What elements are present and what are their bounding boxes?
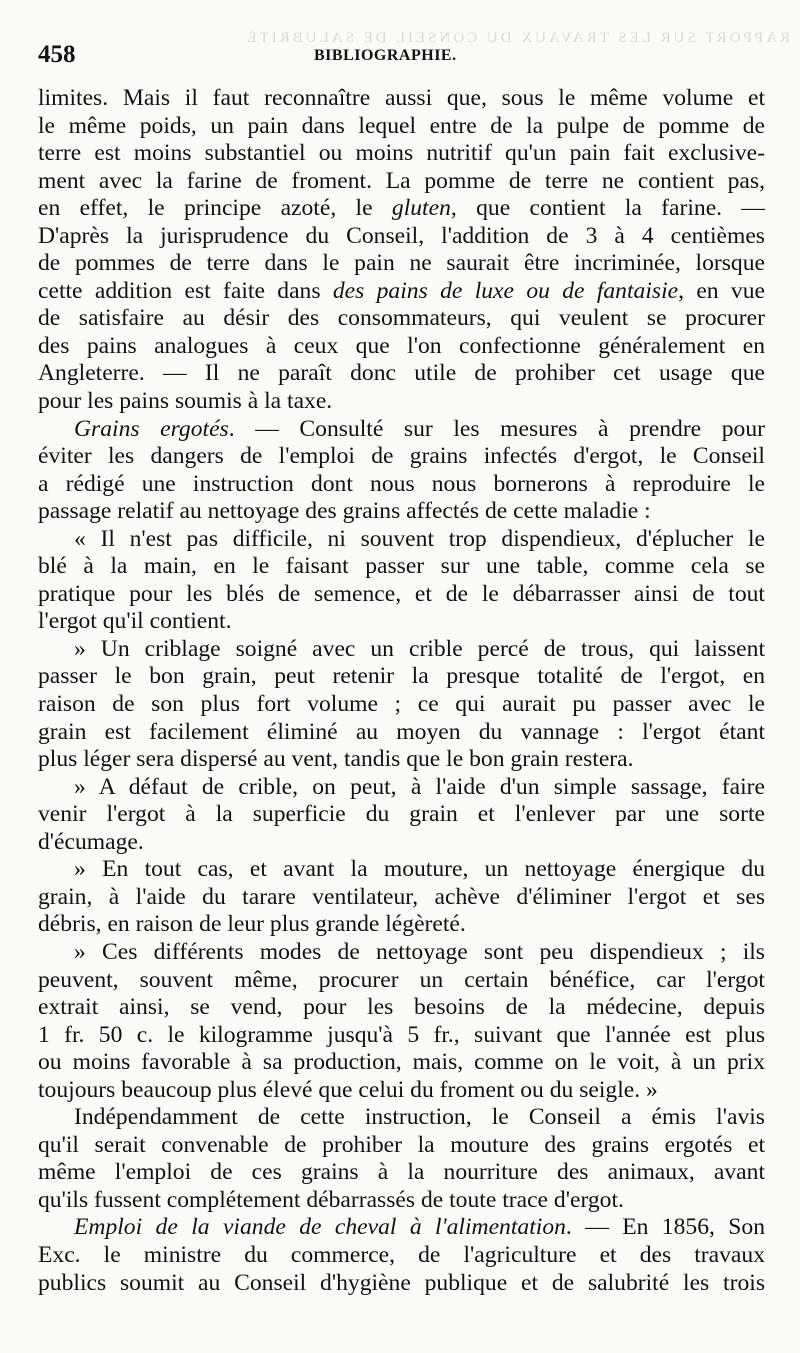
line-text: d'écumage. [38, 828, 144, 855]
text-line [38, 388, 765, 416]
text-line [38, 140, 765, 168]
line-text: toujours beaucoup plus élevé que celui du froment ou du seigle. » [38, 1076, 658, 1103]
text-line [38, 1022, 765, 1050]
text-line [38, 1214, 765, 1242]
line-text: venir l'ergot à la superficie du grain et l'enlever par une sorte [38, 801, 765, 828]
text-line [38, 250, 765, 278]
line-text: D'après la jurisprudence du Conseil, l'addition de 3 à 4 centièmes [38, 222, 765, 249]
line-text: débris, en raison de leur plus grande légèreté. [38, 911, 466, 938]
text-line [38, 305, 765, 333]
line-text: Indépendamment de cette instruction, le Conseil a émis l'avis [74, 1104, 765, 1131]
text-line [38, 1132, 765, 1160]
text-line [38, 1242, 765, 1270]
line-text: Angleterre. — Il ne paraît donc utile de prohiber cet usage que [38, 360, 765, 387]
text-line [38, 471, 765, 499]
text-line [38, 333, 765, 361]
bleed-through-text: RAPPORT SUR LES TRAVAUX DU CONSEIL DE SALUBRITÉ [244, 30, 790, 46]
italic-phrase: des pains de luxe ou de fantaisie [332, 277, 679, 304]
line-text: a rédigé une instruction dont nous nous bornerons à reproduire le [38, 470, 765, 497]
line-text: » A défaut de crible, on peut, à l'aide d'un simple sassage, faire [74, 773, 765, 800]
text-line [38, 1104, 765, 1132]
line-text: de pommes de terre dans le pain ne saurait être incriminée, lorsque [38, 250, 765, 277]
text-line [38, 856, 765, 884]
line-text: ou moins favorable à sa production, mais, comme on le voit, à un prix [38, 1049, 765, 1076]
italic-phrase: gluten [391, 195, 451, 222]
line-text: éviter les dangers de l'emploi de grains infectés d'ergot, le Conseil [38, 443, 765, 470]
line-text: . — En 1856, Son [565, 1214, 765, 1241]
text-line [38, 1049, 765, 1077]
line-text: publics soumit au Conseil d'hygiène publique et de salubrité les trois [38, 1269, 765, 1296]
text-line [38, 608, 765, 636]
line-text: » Un criblage soigné avec un crible percé de trous, qui laissent [74, 635, 765, 662]
line-text: qu'il serait convenable de prohiber la mouture des grains ergotés et [38, 1131, 765, 1158]
text-line [38, 195, 765, 223]
text-line [38, 911, 765, 939]
line-text: pour les pains soumis à la taxe. [38, 388, 333, 415]
line-text: grain est facilement éliminé au moyen du vannage : l'ergot étant [38, 718, 765, 745]
text-line [38, 581, 765, 609]
line-text: , que contient la farine. — [450, 195, 765, 222]
line-text: extrait ainsi, se vend, pour les besoins de la médecine, depuis [38, 994, 765, 1021]
text-line [38, 278, 765, 306]
text-line [38, 884, 765, 912]
text-line [38, 636, 765, 664]
page-number: 458 [38, 41, 76, 68]
line-text: de satisfaire au désir des consommateurs, qui veulent se procurer [38, 305, 765, 332]
text-line [38, 719, 765, 747]
line-text: plus léger sera dispersé au vent, tandis que le bon grain restera. [38, 746, 634, 773]
line-text: blé à la main, en le faisant passer sur une table, comme cela se [38, 553, 765, 580]
line-text: » En tout cas, et avant la mouture, un nettoyage énergique du [74, 856, 765, 883]
line-text: , en vue [678, 277, 765, 304]
text-line [38, 663, 765, 691]
line-text: des pains analogues à ceux que l'on confectionne généralement en [38, 332, 765, 359]
text-line [38, 168, 765, 196]
text-line [38, 360, 765, 388]
line-text: qu'ils fussent complétement débarrassés de toute trace d'ergot. [38, 1186, 624, 1213]
line-text: le même poids, un pain dans lequel entre de la pulpe de pomme de [38, 112, 765, 139]
text-line [38, 691, 765, 719]
text-line [38, 829, 765, 857]
line-text: raison de son plus fort volume ; ce qui aurait pu passer avec le [38, 691, 765, 718]
text-line [38, 774, 765, 802]
italic-phrase: Grains ergotés [74, 415, 229, 442]
text-line [38, 498, 765, 526]
line-text: grain, à l'aide du tarare ventilateur, achève d'éliminer l'ergot et ses [38, 883, 765, 910]
text-line [38, 967, 765, 995]
text-line [38, 1077, 765, 1105]
text-line [38, 553, 765, 581]
italic-phrase: Emploi de la viande de cheval à l'alimentation [74, 1214, 566, 1241]
line-text: ment avec la farine de froment. La pomme de terre ne contient pas, [38, 167, 765, 194]
text-line [38, 994, 765, 1022]
line-text: l'ergot qu'il contient. [38, 608, 232, 635]
line-text: » Ces différents modes de nettoyage sont peu dispendieux ; ils [74, 938, 765, 965]
text-line [38, 85, 765, 113]
text-line [38, 1187, 765, 1215]
running-head [38, 40, 773, 70]
line-text: Exc. le ministre du commerce, de l'agriculture et des travaux [38, 1241, 765, 1268]
text-line [38, 443, 765, 471]
text-line [38, 526, 765, 554]
text-line [38, 801, 765, 829]
line-text: . — Consulté sur les mesures à prendre pour [228, 415, 766, 442]
line-text: pratique pour les blés de semence, et de le débarrasser ainsi de tout [38, 580, 765, 607]
body-text [38, 85, 765, 1297]
text-line [38, 223, 765, 251]
page-heading: BIBLIOGRAPHIE. [314, 47, 457, 64]
line-text: limites. Mais il faut reconnaître aussi que, sous le même volume et [38, 85, 765, 111]
line-text: passage relatif au nettoyage des grains affectés de cette maladie : [38, 498, 651, 525]
line-text: peuvent, souvent même, procurer un certain bénéfice, car l'ergot [38, 966, 765, 993]
line-text: cette addition est faite dans [38, 277, 333, 304]
line-text: terre est moins substantiel ou moins nutritif qu'un pain fait exclusive- [38, 140, 765, 167]
line-text: en effet, le principe azoté, le [38, 195, 392, 222]
text-line [38, 939, 765, 967]
line-text: 1 fr. 50 c. le kilogramme jusqu'à 5 fr., suivant que l'année est plus [38, 1021, 765, 1048]
text-line [38, 746, 765, 774]
line-text: passer le bon grain, peut retenir la presque totalité de l'ergot, en [38, 663, 765, 690]
text-line [38, 113, 765, 141]
text-line [38, 1270, 765, 1298]
text-line [38, 1159, 765, 1187]
text-line [38, 416, 765, 444]
line-text: « Il n'est pas difficile, ni souvent trop dispendieux, d'éplucher le [74, 525, 765, 552]
line-text: même l'emploi de ces grains à la nourriture des animaux, avant [38, 1159, 765, 1186]
